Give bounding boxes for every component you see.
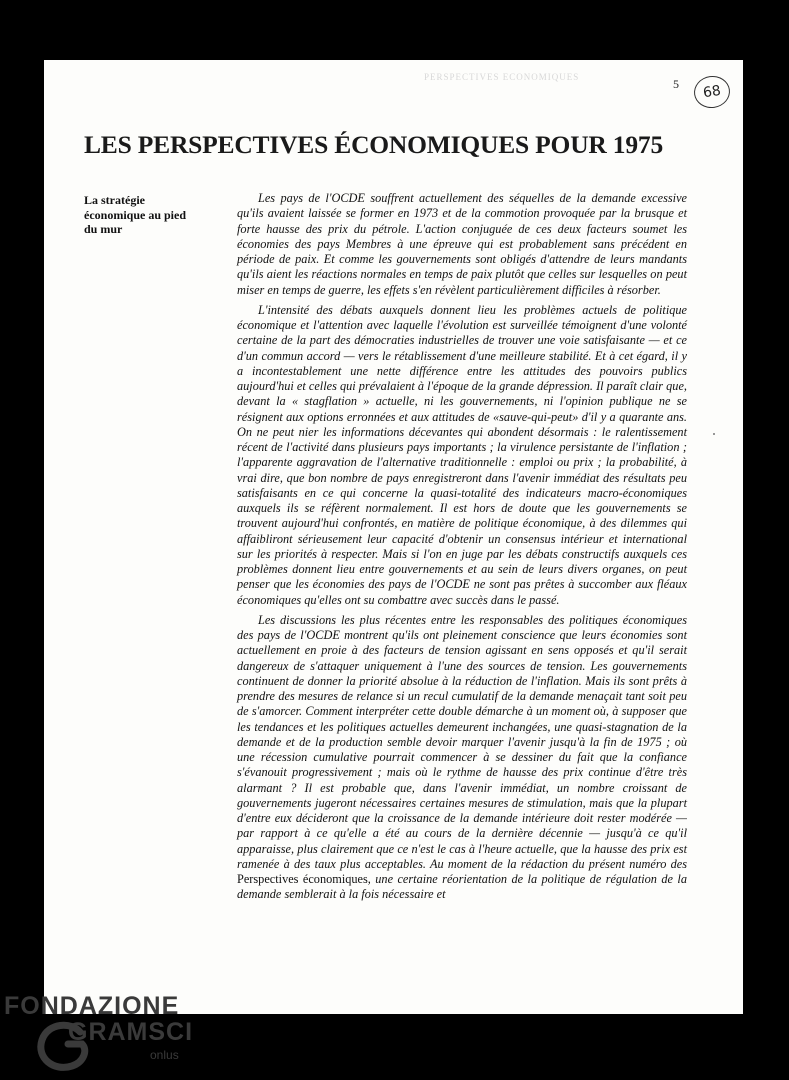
watermark-line-1: FONDAZIONE	[4, 992, 180, 1020]
paragraph-3-text: Les discussions les plus récentes entre les responsables des politiques économiques des pays de l'OCDE montrent qu'ils ont pleinement conscience que leurs économies sont actuellement en proie à des facteurs de tension agissant en sens opposés et qu'il serait dangereux de s'attaquer uniquement à l'une des sources de tension. Les gouvernements continuent de donner la priorité absolue à la réduction de l'inflation. Mais ils sont prêts à prendre des mesures de relance si un recul cumulatif de la demande menaçait tant soit peu de s'amorcer. Comment interpréter cette double démarche à un moment où, à supposer que les tendances et les politiques actuelles demeurent inchangées, une quasi-stagnation de la demande et de la production semble devoir marquer l'avenir jusqu'à la fin de 1975 ; où une récession cumulative pourrait commencer à se dessiner du fait que la confiance s'évanouit progressivement ; mais où le rythme de hausse des prix continue d'être très alarmant ? Il est probable que, dans l'avenir immédiat, un nombre croissant de gouvernements jugeront nécessaires certaines mesures de stimulation, mais que la plupart d'entre eux décideront que la croissance de la demande intérieure doit rester modérée — par rapport à ce qu'elle a été au cours de la dernière décennie — jusqu'à ce qu'il apparaisse, plus clairement que ce n'est le cas à l'heure actuelle, que la hausse des prix est ramenée à des taux plus acceptables. Au moment de la rédaction du présent numéro des	[237, 612, 687, 871]
publication-title: Perspectives économiques	[237, 872, 368, 886]
paragraph-1: Les pays de l'OCDE souffrent actuellement des séquelles de la demande excessive qu'ils avaient laissée se former en 1973 et de la commotion provoquée par la brusque et forte hausse des prix du pétrole. L'action conjuguée de ces deux facteurs soumet les économies des pays Membres à une épreuve qui est probablement sans précédent en période de paix. Et comme les gouvernements sont obligés d'attendre de leurs mandants qu'ils aient les réactions normales en temps de paix plutôt que celles sur lesquelles on peut miser en temps de guerre, les effets s'en révèlent particulièrement difficiles à résorber.	[237, 191, 687, 297]
archive-stamp: 68	[692, 74, 732, 111]
sidebar-heading: La stratégie économique au pied du mur	[84, 193, 187, 236]
paragraph-3	[237, 613, 687, 903]
paragraph-2: L'intensité des débats auxquels donnent lieu les problèmes actuels de politique économique et l'attention avec laquelle l'évolution est surveillée témoignent d'une volonté certaine de la part des démocraties industrielles de trouver une voie satisfaisante — et ce d'un commun accord — vers le rétablissement d'une meilleure stabilité. Et à cet égard, il y a incontestablement une nette différence entre les attitudes des pouvoirs publics aujourd'hui et celles qui prévalaient à l'époque de la grande dépression. Il paraît clair que, devant la « stagflation » actuelle, ni les gouvernements, ni l'opinion publique ne se résignent aux options erronnées et aux attitudes de «sauve-qui-peut» d'il y a quarante ans. On ne peut nier les informations décevantes qui abondent désormais : le ralentissement récent de l'activité dans plusieurs pays importants ; la virulence persistante de l'inflation ; l'apparente aggravation de l'alternative traditionnelle : emploi ou prix ; la probabilité, à vrai dire, que bon nombre de pays enregistreront dans l'avenir immédiat des résultats peu satisfaisants en ce qui concerne la quasi-totalité des indicateurs macro-économiques auxquels ils se réfèrent normalement. Il est hors de doute que les gouvernements se trouvent aujourd'hui confrontés, en matière de politique économique, à des dilemmes qui affaibliront sérieusement leur capacité d'obtenir un consensus intérieur et international sur les priorités à respecter. Mais si l'on en juge par les débats constructifs auxquels ces problèmes donnent lieu entre gouvernements et au sein de leurs divers organes, on peut penser que les économies des pays de l'OCDE ne sont pas prêtes à succomber aux fléaux économiques qu'elles ont su combattre avec succès dans le passé.	[237, 302, 687, 607]
bleed-through-header: PERSPECTIVES ECONOMIQUES	[424, 72, 580, 82]
margin-mark	[713, 433, 715, 435]
page-number: 5	[673, 77, 679, 91]
page-title: LES PERSPECTIVES ÉCONOMIQUES POUR 1975	[84, 130, 663, 159]
paragraph-3-text-end: , une certaine réorientation de la politique de régulation de la demande semblerait à la fois nécessaire et	[237, 872, 687, 902]
document-page	[44, 60, 743, 1014]
watermark-line-2: GRAMSCI	[68, 1018, 194, 1046]
body-text	[237, 191, 687, 908]
archive-watermark-logo	[2, 992, 202, 1078]
watermark-line-3: onlus	[150, 1048, 179, 1062]
